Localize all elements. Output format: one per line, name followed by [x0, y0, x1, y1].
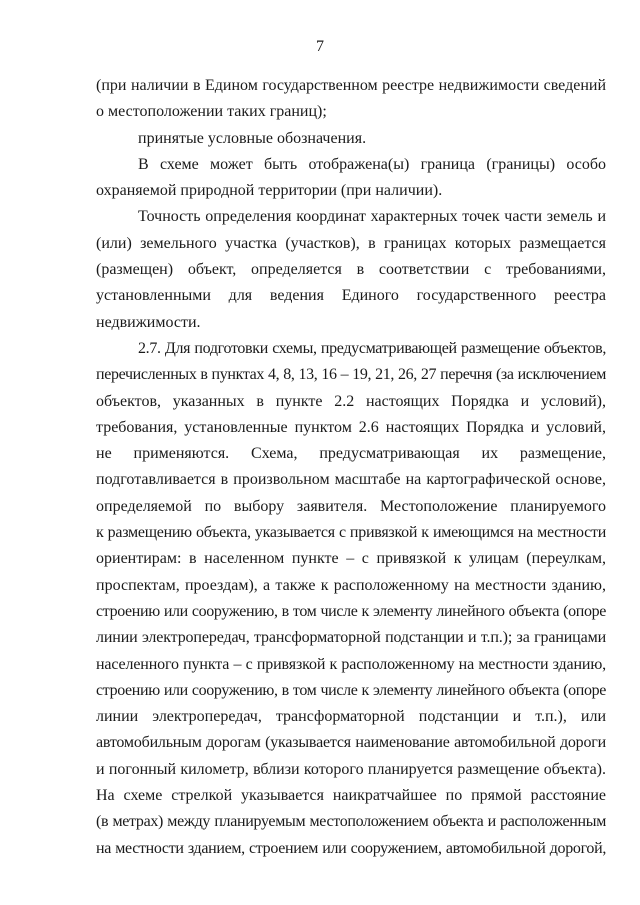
text-line: строению или сооружению, в том числе к элементу линейного объекта (опоре	[96, 681, 606, 699]
text-line: установленными для ведения Единого государственного реестра	[96, 287, 606, 305]
text-line: (или) земельного участка (участков), в границах которых размещается	[96, 234, 606, 252]
text-line: принятые условные обозначения.	[138, 129, 367, 147]
text-line: требования, установленные пунктом 2.6 настоящих Порядка и условий,	[96, 418, 606, 436]
text-line: (размещен) объект, определяется в соответствии с требованиями,	[96, 261, 606, 279]
text-line: Точность определения координат характерных точек части земель и	[138, 208, 606, 226]
text-line: о местоположении таких границ);	[96, 103, 327, 121]
text-line: определяемой по выбору заявителя. Местоположение планируемого	[96, 497, 606, 515]
text-line: не применяются. Схема, предусматривающая их размещение,	[96, 445, 606, 463]
text-line: строению или сооружению, в том числе к элементу линейного объекта (опоре	[96, 602, 606, 620]
text-line: подготавливается в произвольном масштабе на картографической основе,	[96, 471, 606, 489]
text-line: автомобильным дорогам (указывается наименование автомобильной дороги	[96, 734, 606, 752]
text-line: 2.7. Для подготовки схемы, предусматривающей размещение объектов,	[138, 339, 606, 357]
text-line: объектов, указанных в пункте 2.2 настоящих Порядка и условий),	[96, 392, 606, 410]
text-line: На схеме стрелкой указывается наикратчайшее по прямой расстояние	[96, 787, 606, 805]
document-body	[96, 73, 606, 862]
text-line: линии электропередач, трансформаторной подстанции и т.п.), или	[96, 708, 606, 726]
text-line: перечисленных в пунктах 4, 8, 13, 16 – 19, 21, 26, 27 перечня (за исключением	[96, 366, 606, 384]
text-line: (при наличии в Едином государственном реестре недвижимости сведений	[96, 77, 606, 94]
text-line: ориентирам: в населенном пункте – с привязкой к улицам (переулкам,	[96, 550, 606, 568]
text-line: линии электропередач, трансформаторной подстанции и т.п.); за границами	[96, 629, 606, 647]
text-line: (в метрах) между планируемым местоположением объекта и расположенным	[96, 813, 606, 831]
text-line: В схеме может быть отображена(ы) граница (границы) особо	[138, 155, 606, 173]
text-line: на местности зданием, строением или сооружением, автомобильной дорогой,	[96, 839, 606, 857]
text-line: к размещению объекта, указывается с привязкой к имеющимся на местности	[96, 524, 606, 542]
text-line: охраняемой природной территории (при наличии).	[96, 182, 443, 200]
text-line: населенного пункта – с привязкой к расположенному на местности зданию,	[96, 655, 606, 673]
page-number: 7	[316, 38, 324, 55]
text-line: проспектам, проездам), а также к расположенному на местности зданию,	[96, 576, 606, 594]
text-line: недвижимости.	[96, 313, 201, 331]
text-line: и погонный километр, вблизи которого планируется размещение объекта).	[96, 760, 606, 778]
